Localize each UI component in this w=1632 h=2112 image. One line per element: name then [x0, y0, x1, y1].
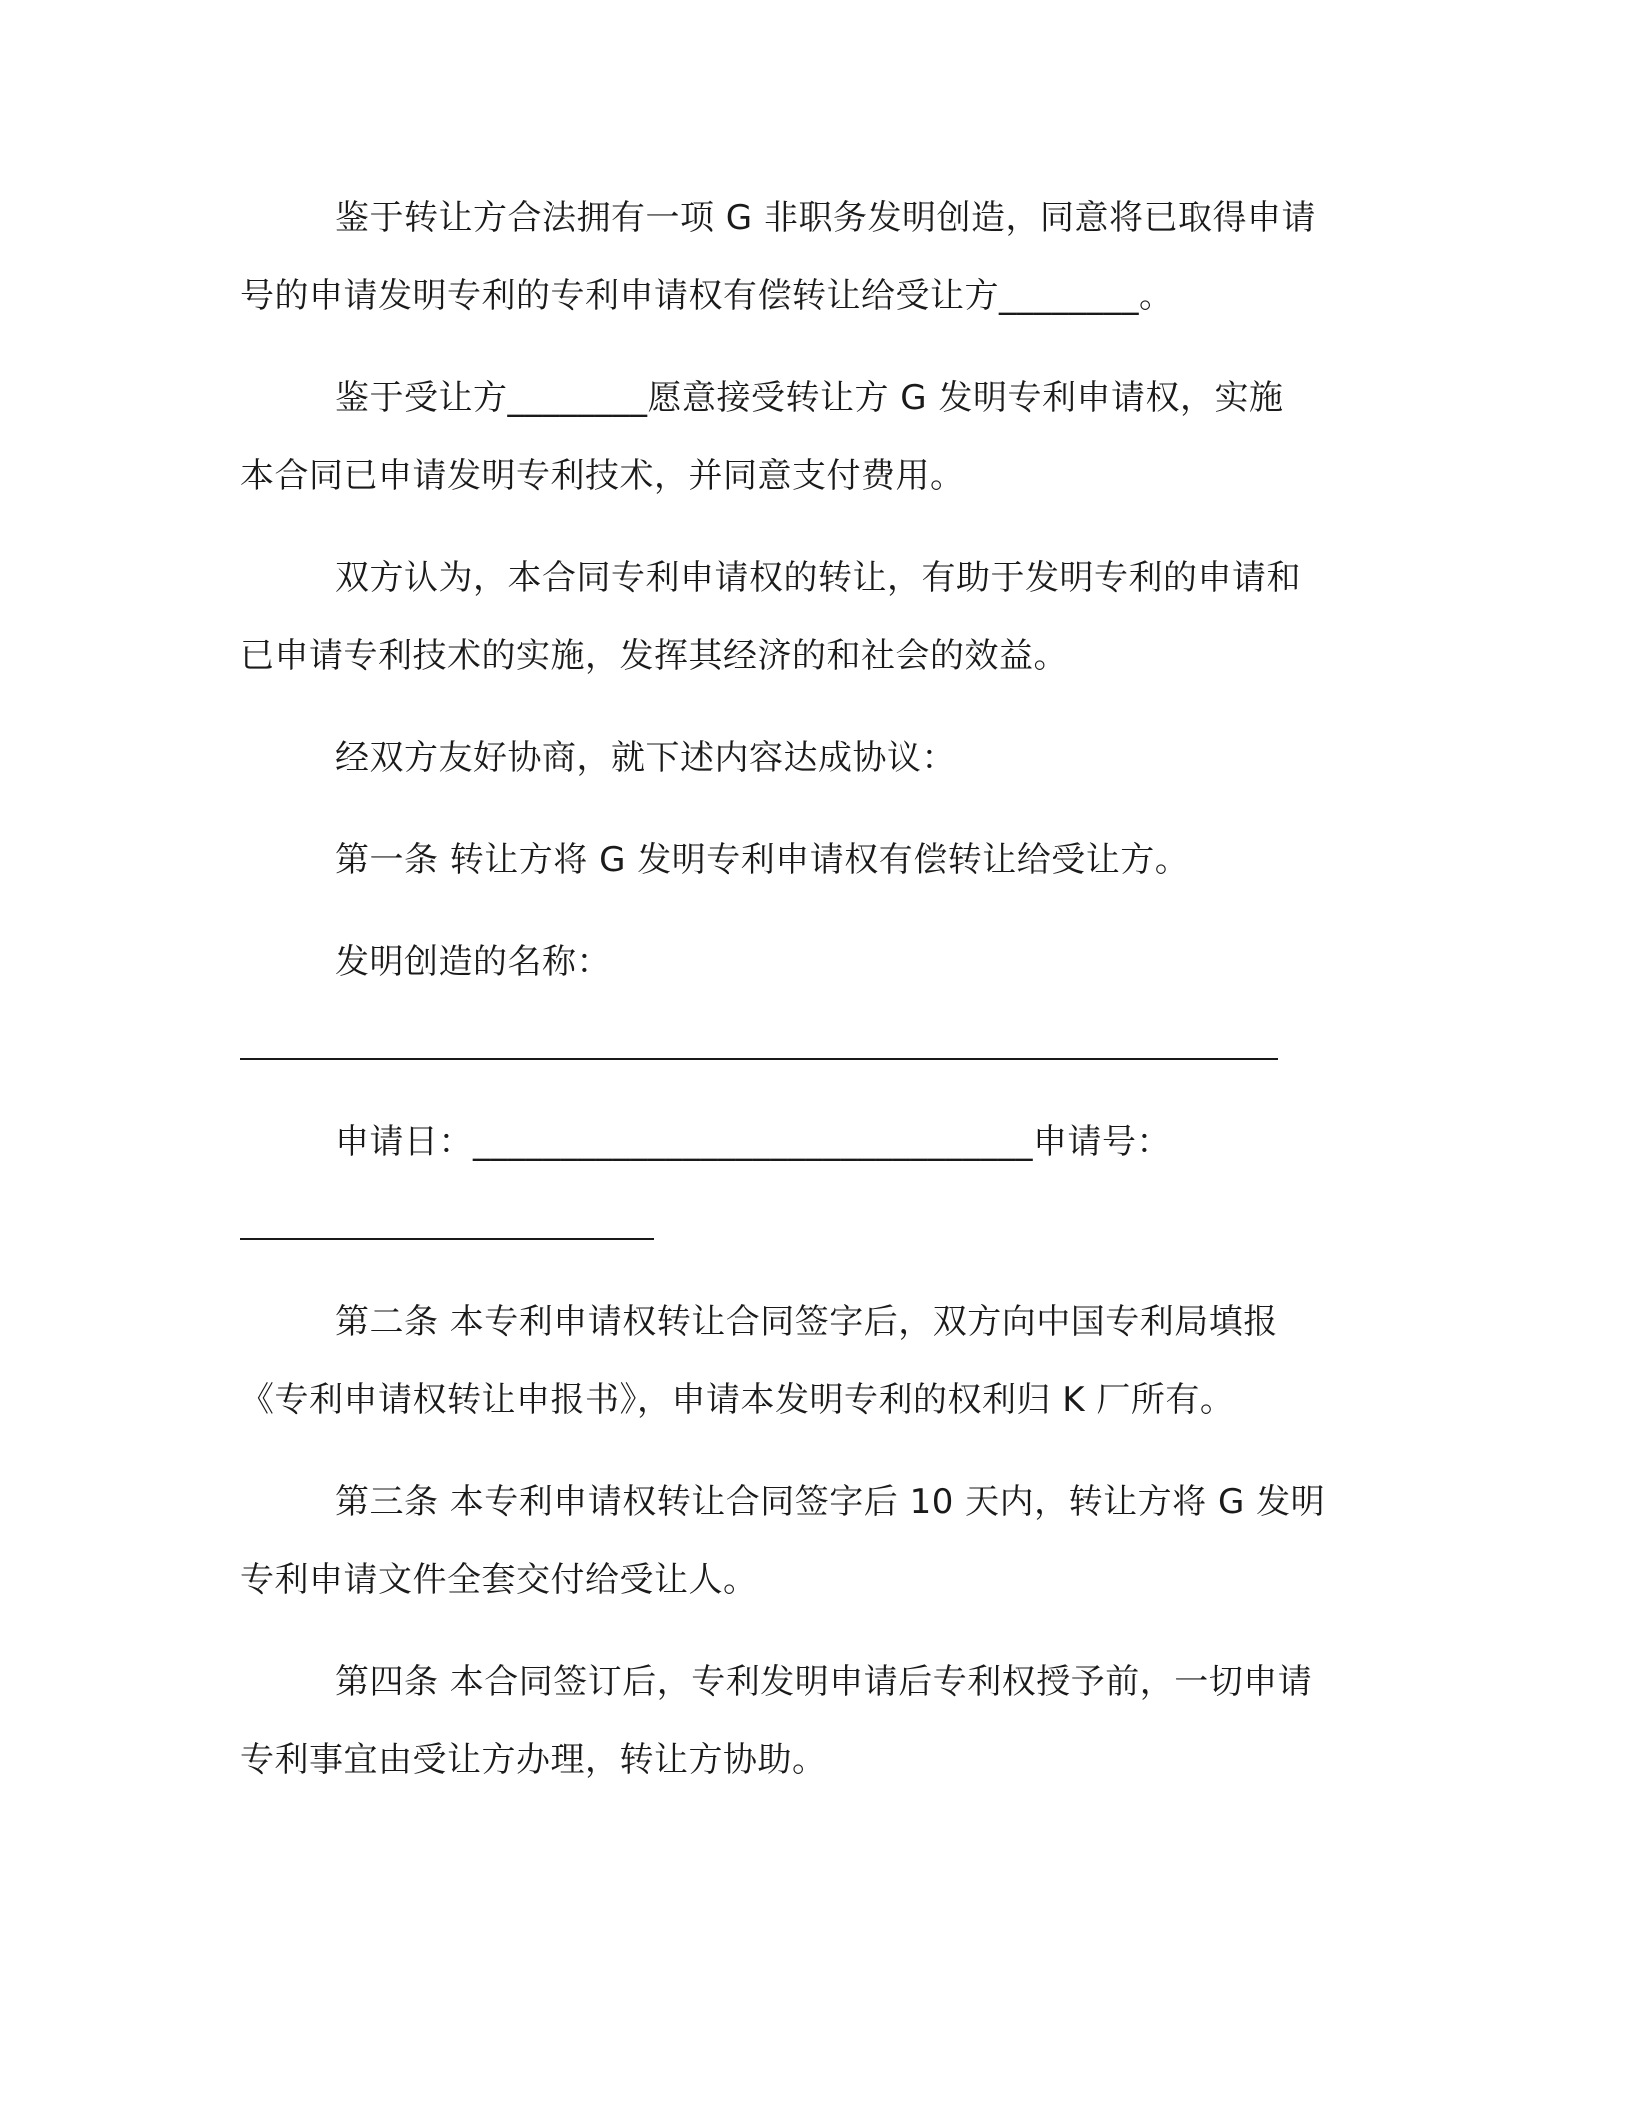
article-2-line-2: 《专利申请权转让申报书》，申请本发明专利的权利归 K 厂所有。	[240, 1380, 1235, 1420]
paragraph-3-line-1: 双方认为，本合同专利申请权的转让，有助于发明专利的申请和	[335, 558, 1301, 598]
paragraph-3-line-2: 已申请专利技术的实施，发挥其经济的和社会的效益。	[240, 636, 1068, 676]
article-2-line-1: 第二条 本专利申请权转让合同签字后，双方向中国专利局填报	[335, 1302, 1278, 1342]
paragraph-2-line-1: 鉴于受让方________愿意接受转让方 G 发明专利申请权，实施	[335, 378, 1284, 418]
invention-name-blank-line	[240, 1058, 1278, 1060]
paragraph-1-line-1: 鉴于转让方合法拥有一项 G 非职务发明创造，同意将已取得申请	[335, 198, 1316, 238]
article-4-line-2: 专利事宜由受让方办理，转让方协助。	[240, 1740, 827, 1780]
application-date-number-line: 申请日：________________________________申请号：	[335, 1122, 1171, 1162]
article-4-line-1: 第四条 本合同签订后，专利发明申请后专利权授予前，一切申请	[335, 1662, 1313, 1702]
invention-name-label: 发明创造的名称：	[335, 942, 611, 982]
article-1-line-1: 第一条 转让方将 G 发明专利申请权有偿转让给受让方。	[335, 840, 1190, 880]
paragraph-4-line-1: 经双方友好协商，就下述内容达成协议：	[335, 738, 956, 778]
application-number-blank-line	[240, 1238, 654, 1240]
article-3-line-2: 专利申请文件全套交付给受让人。	[240, 1560, 758, 1600]
article-3-line-1: 第三条 本专利申请权转让合同签字后 10 天内，转让方将 G 发明	[335, 1482, 1326, 1522]
paragraph-1-line-2: 号的申请发明专利的专利申请权有偿转让给受让方________。	[240, 276, 1174, 316]
paragraph-2-line-2: 本合同已申请发明专利技术，并同意支付费用。	[240, 456, 965, 496]
